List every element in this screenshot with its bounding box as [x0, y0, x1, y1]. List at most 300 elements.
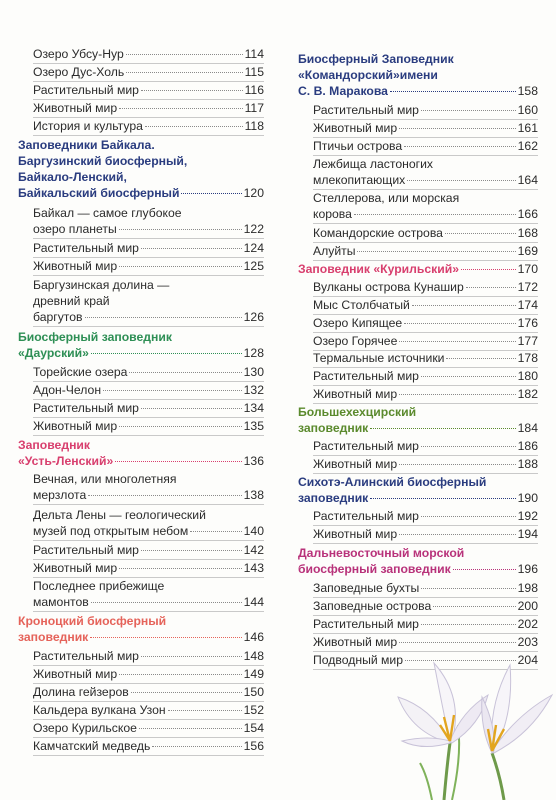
- toc-entry-title: Сихотэ-Алинский биосферный: [298, 475, 487, 489]
- toc-line: [313, 225, 538, 241]
- toc-entry[interactable]: [33, 542, 264, 558]
- entry-divider: [33, 755, 264, 756]
- toc-entry-title: Озеро Дус-Холь: [33, 65, 125, 79]
- toc-entry[interactable]: [313, 350, 538, 366]
- toc-line: [33, 221, 264, 237]
- toc-section-heading[interactable]: [18, 437, 264, 469]
- dot-leader: [119, 568, 242, 569]
- dot-leader: [390, 91, 516, 92]
- toc-line: [18, 137, 264, 153]
- page-number: 138: [243, 488, 264, 502]
- page-number: 152: [243, 703, 264, 717]
- toc-line: [313, 315, 538, 331]
- page-number: 124: [243, 241, 264, 255]
- toc-entry[interactable]: [313, 386, 538, 402]
- toc-entry[interactable]: [313, 456, 538, 472]
- toc-entry-title: Растительный мир: [313, 509, 419, 523]
- dot-leader: [433, 606, 515, 607]
- toc-line: [313, 172, 538, 188]
- toc-entry[interactable]: [33, 648, 264, 664]
- toc-entry-title: Птичьи острова: [313, 139, 403, 153]
- toc-line: [313, 297, 538, 313]
- dot-leader: [141, 408, 242, 409]
- toc-entry-title: «Даурский»: [18, 346, 89, 360]
- toc-entry-title: Озеро Курильское: [33, 721, 137, 735]
- toc-entry[interactable]: [33, 100, 264, 116]
- dot-leader: [88, 495, 241, 496]
- toc-line: [313, 243, 538, 259]
- page-number: 116: [244, 83, 264, 97]
- toc-entry-title: Растительный мир: [33, 649, 139, 663]
- page-number: 204: [517, 653, 538, 667]
- toc-entry-title: мерзлота: [33, 488, 87, 502]
- toc-line: [313, 386, 538, 402]
- toc-section-heading[interactable]: [18, 329, 264, 361]
- toc-entry[interactable]: [33, 666, 264, 682]
- toc-line: [18, 629, 264, 645]
- dot-leader: [119, 229, 242, 230]
- toc-line: [33, 100, 264, 116]
- toc-entry[interactable]: [33, 738, 264, 754]
- page-number: 168: [517, 226, 538, 240]
- dot-leader: [141, 550, 242, 551]
- dot-leader: [141, 656, 242, 657]
- toc-line: [313, 190, 538, 206]
- toc-line: [33, 82, 264, 98]
- dot-leader: [404, 146, 515, 147]
- dot-leader: [412, 305, 516, 306]
- dot-leader: [168, 710, 242, 711]
- toc-entry[interactable]: [33, 471, 264, 503]
- toc-entry-title: Кальдера вулкана Узон: [33, 703, 166, 717]
- toc-entry[interactable]: [33, 277, 264, 325]
- toc-line: [298, 261, 538, 277]
- toc-line: [18, 185, 264, 201]
- toc-entry[interactable]: [313, 138, 538, 154]
- dot-leader: [190, 531, 241, 532]
- toc-line: [18, 169, 264, 185]
- toc-line: [313, 598, 538, 614]
- dot-leader: [91, 353, 242, 354]
- page-number: 118: [244, 119, 264, 133]
- toc-line: [33, 364, 264, 380]
- page-number: 149: [243, 667, 264, 681]
- toc-line: [33, 578, 264, 594]
- dot-leader: [145, 126, 243, 127]
- toc-entry-title: Растительный мир: [33, 83, 139, 97]
- toc-section-heading[interactable]: [18, 613, 264, 645]
- toc-entry-title: Растительный мир: [313, 369, 419, 383]
- page-number: 143: [243, 561, 264, 575]
- toc-entry-title: Озеро Кипящее: [313, 316, 403, 330]
- toc-line: [33, 702, 264, 718]
- page-number: 170: [517, 262, 538, 276]
- toc-entry-title: Озеро Убсу-Нур: [33, 47, 124, 61]
- toc-line: [18, 437, 264, 453]
- page-number: 200: [517, 599, 538, 613]
- toc-entry-title: мамонтов: [33, 595, 89, 609]
- dot-leader: [85, 317, 242, 318]
- dot-leader: [357, 251, 515, 252]
- page-number: 150: [243, 685, 264, 699]
- toc-line: [313, 368, 538, 384]
- page-number: 134: [243, 401, 264, 415]
- toc-section-heading[interactable]: [18, 137, 264, 201]
- toc-line: [18, 329, 264, 345]
- toc-line: [313, 456, 538, 472]
- page-number: 135: [243, 419, 264, 433]
- toc-entry-title: Растительный мир: [33, 241, 139, 255]
- entry-divider: [33, 435, 264, 436]
- dot-leader: [90, 637, 241, 638]
- entry-divider: [313, 543, 538, 544]
- page-number: 154: [243, 721, 264, 735]
- toc-entry-title: Алуйты: [313, 244, 356, 258]
- toc-entry[interactable]: [33, 382, 264, 398]
- toc-entry[interactable]: [33, 258, 264, 274]
- toc-entry-title: Баргузинский биосферный,: [18, 154, 188, 168]
- dot-leader: [139, 728, 242, 729]
- toc-entry[interactable]: [313, 102, 538, 118]
- toc-entry-title: Биосферный Заповедник: [298, 52, 454, 66]
- toc-line: [313, 508, 538, 524]
- toc-entry[interactable]: [33, 702, 264, 718]
- toc-entry-title: Животный мир: [33, 259, 118, 273]
- toc-line: [313, 120, 538, 136]
- toc-line: [298, 474, 538, 490]
- toc-entry[interactable]: [313, 120, 538, 136]
- dot-leader: [421, 376, 516, 377]
- dot-leader: [119, 266, 242, 267]
- toc-entry[interactable]: [33, 400, 264, 416]
- dot-leader: [466, 287, 516, 288]
- toc-entry[interactable]: [313, 368, 538, 384]
- toc-entry[interactable]: [313, 190, 538, 222]
- toc-entry-title: Командорские острова: [313, 226, 443, 240]
- toc-line: [298, 83, 538, 99]
- toc-line: [33, 738, 264, 754]
- toc-entry-title: Озеро Горячее: [313, 334, 398, 348]
- page-number: 125: [243, 259, 264, 273]
- toc-line: [18, 453, 264, 469]
- toc-entry-title: заповедник: [18, 630, 89, 644]
- dot-leader: [445, 233, 516, 234]
- toc-entry-title: Биосферный заповедник: [18, 330, 172, 344]
- toc-entry[interactable]: [33, 720, 264, 736]
- dot-leader: [115, 461, 241, 462]
- toc-entry[interactable]: [33, 240, 264, 256]
- dot-leader: [91, 602, 242, 603]
- page-number: 178: [517, 351, 538, 365]
- dot-leader: [119, 674, 242, 675]
- toc-line: [298, 67, 538, 83]
- toc-line: [33, 258, 264, 274]
- dot-leader: [399, 128, 516, 129]
- toc-entry-title: Дельта Лены — геологический: [33, 508, 206, 522]
- flower-left: [398, 663, 488, 747]
- toc-entry[interactable]: [313, 333, 538, 349]
- toc-line: [313, 206, 538, 222]
- toc-entry-title: История и культура: [33, 119, 143, 133]
- toc-line: [313, 333, 538, 349]
- toc-line: [33, 471, 264, 487]
- toc-entry-title: Торейские озера: [33, 365, 128, 379]
- dot-leader: [399, 642, 516, 643]
- page-number: 117: [244, 101, 264, 115]
- page-number: 196: [517, 562, 538, 576]
- dot-leader: [103, 390, 242, 391]
- toc-section-heading[interactable]: [298, 474, 538, 506]
- toc-entry-title: баргутов: [33, 310, 83, 324]
- dot-leader: [370, 498, 515, 499]
- toc-entry-title: Вечная, или многолетняя: [33, 472, 177, 486]
- dot-leader: [461, 269, 516, 270]
- page-number: 169: [517, 244, 538, 258]
- dot-leader: [446, 358, 515, 359]
- entry-divider: [33, 238, 264, 239]
- page-number: 203: [517, 635, 538, 649]
- toc-entry[interactable]: [33, 46, 264, 62]
- toc-entry-title: Растительный мир: [313, 103, 419, 117]
- toc-entry-title: Заповедник «Курильский»: [298, 262, 460, 276]
- toc-entry[interactable]: [313, 315, 538, 331]
- page-number: 194: [517, 527, 538, 541]
- toc-entry-title: Растительный мир: [33, 543, 139, 557]
- dot-leader: [399, 341, 515, 342]
- dot-leader: [421, 110, 516, 111]
- toc-entry-title: Заповедные острова: [313, 599, 432, 613]
- dot-leader: [152, 746, 241, 747]
- toc-entry[interactable]: [33, 364, 264, 380]
- toc-entry[interactable]: [313, 598, 538, 614]
- page-number: 184: [517, 421, 538, 435]
- toc-entry[interactable]: [313, 508, 538, 524]
- toc-entry-title: древний край: [33, 294, 110, 308]
- toc-entry[interactable]: [33, 205, 264, 237]
- toc-entry[interactable]: [313, 279, 538, 295]
- toc-line: [313, 138, 538, 154]
- toc-line: [33, 648, 264, 664]
- page-number: 132: [243, 383, 264, 397]
- page-number: 142: [243, 543, 264, 557]
- toc-entry-title: «Усть-Ленский»: [18, 454, 114, 468]
- toc-line: [33, 240, 264, 256]
- dot-leader: [354, 214, 516, 215]
- toc-entry-title: Термальные источники: [313, 351, 445, 365]
- dot-leader: [421, 446, 516, 447]
- toc-entry-title: Адон-Челон: [33, 383, 102, 397]
- toc-entry-title: биосферный заповедник: [298, 562, 451, 576]
- entry-divider: [33, 504, 264, 505]
- toc-line: [33, 205, 264, 221]
- toc-entry[interactable]: [33, 82, 264, 98]
- toc-section-heading[interactable]: [298, 51, 538, 99]
- toc-entry-title: Лежбища ластоногих: [313, 157, 433, 171]
- entry-divider: [33, 275, 264, 276]
- toc-entry-title: Заповедные бухты: [313, 581, 420, 595]
- toc-entry-title: Мыс Столбчатый: [313, 298, 410, 312]
- toc-entry[interactable]: [313, 580, 538, 596]
- toc-entry-title: Камчатский медведь: [33, 739, 151, 753]
- page-number: 182: [517, 387, 538, 401]
- toc-entry-title: Большехехцирский: [298, 405, 417, 419]
- page-number: 174: [517, 298, 538, 312]
- toc-line: [33, 542, 264, 558]
- toc-section-heading[interactable]: [298, 404, 538, 436]
- toc-line: [33, 720, 264, 736]
- page-number: 136: [243, 454, 264, 468]
- page-number: 177: [517, 334, 538, 348]
- page-number: 146: [243, 630, 264, 644]
- toc-entry[interactable]: [313, 243, 538, 259]
- toc-line: [298, 545, 538, 561]
- toc-entry-title: Вулканы острова Кунашир: [313, 280, 464, 294]
- toc-line: [33, 418, 264, 434]
- toc-entry-title: заповедник: [298, 491, 369, 505]
- crocus-flower-illustration: [392, 645, 556, 800]
- toc-entry-title: Животный мир: [33, 667, 118, 681]
- toc-entry-title: Заповедники Байкала.: [18, 138, 155, 152]
- toc-entry-title: Подводный мир: [313, 653, 403, 667]
- entry-divider: [33, 611, 264, 612]
- toc-line: [33, 309, 264, 325]
- toc-line: [298, 561, 538, 577]
- page-number: 172: [517, 280, 538, 294]
- toc-line: [18, 345, 264, 361]
- page-number: 164: [517, 173, 538, 187]
- toc-line: [33, 666, 264, 682]
- page-number: 190: [517, 491, 538, 505]
- page-number: 130: [243, 365, 264, 379]
- toc-line: [33, 507, 264, 523]
- toc-entry-title: озеро планеты: [33, 222, 117, 236]
- toc-entry-title: заповедник: [298, 421, 369, 435]
- toc-entry[interactable]: [313, 297, 538, 313]
- toc-entry-title: Байкальский биосферный: [18, 186, 180, 200]
- page-number: 188: [517, 457, 538, 471]
- dot-leader: [131, 692, 242, 693]
- toc-line: [298, 420, 538, 436]
- toc-section-heading[interactable]: [298, 261, 538, 277]
- toc-entry[interactable]: [313, 616, 538, 632]
- page-number: 158: [517, 84, 538, 98]
- dot-leader: [421, 588, 515, 589]
- toc-entry[interactable]: [33, 418, 264, 434]
- dot-leader: [119, 426, 242, 427]
- dot-leader: [129, 372, 241, 373]
- page-number: 144: [243, 595, 264, 609]
- toc-entry[interactable]: [33, 684, 264, 700]
- dot-leader: [407, 180, 515, 181]
- page-number: 156: [243, 739, 264, 753]
- page-number: 186: [517, 439, 538, 453]
- toc-entry[interactable]: [33, 507, 264, 539]
- dot-leader: [141, 90, 243, 91]
- toc-line: [33, 487, 264, 503]
- toc-entry-title: Животный мир: [313, 527, 398, 541]
- dot-leader: [126, 54, 243, 55]
- toc-entry-title: Животный мир: [33, 419, 118, 433]
- toc-line: [313, 526, 538, 542]
- toc-line: [18, 613, 264, 629]
- toc-line: [298, 490, 538, 506]
- toc-entry-title: музей под открытым небом: [33, 524, 189, 538]
- toc-entry-title: С. В. Маракова: [298, 84, 388, 98]
- toc-line: [18, 153, 264, 169]
- dot-leader: [181, 193, 241, 194]
- entry-divider: [313, 223, 538, 224]
- toc-entry[interactable]: [33, 64, 264, 80]
- entry-divider: [33, 326, 264, 327]
- page-number: 115: [244, 65, 264, 79]
- toc-entry[interactable]: [313, 225, 538, 241]
- toc-entry-title: млекопитающих: [313, 173, 406, 187]
- page-number: 192: [517, 509, 538, 523]
- flower-right: [482, 665, 552, 753]
- page-number: 166: [517, 207, 538, 221]
- page-number: 162: [517, 139, 538, 153]
- toc-entry[interactable]: [33, 560, 264, 576]
- toc-entry-title: Животный мир: [313, 635, 398, 649]
- toc-line: [33, 46, 264, 62]
- toc-entry-title: Растительный мир: [33, 401, 139, 415]
- toc-entry-title: Растительный мир: [313, 617, 419, 631]
- toc-entry[interactable]: [33, 578, 264, 610]
- toc-entry-title: «Командорский»имени: [298, 68, 438, 82]
- toc-line: [313, 438, 538, 454]
- page-number: 120: [243, 186, 264, 200]
- toc-entry-title: Животный мир: [33, 561, 118, 575]
- toc-entry[interactable]: [313, 526, 538, 542]
- toc-line: [33, 523, 264, 539]
- toc-line: [33, 382, 264, 398]
- toc-line: [313, 279, 538, 295]
- dot-leader: [126, 72, 242, 73]
- toc-line: [313, 156, 538, 172]
- toc-section-heading[interactable]: [298, 545, 538, 577]
- toc-entry[interactable]: [313, 156, 538, 188]
- toc-entry-title: Дальневосточный морской: [298, 546, 465, 560]
- toc-entry-title: Байкало-Ленский,: [18, 170, 127, 184]
- page-number: 114: [244, 47, 264, 61]
- dot-leader: [399, 464, 516, 465]
- page-number: 122: [243, 222, 264, 236]
- toc-line: [33, 560, 264, 576]
- dot-leader: [399, 534, 516, 535]
- dot-leader: [370, 428, 515, 429]
- toc-line: [313, 102, 538, 118]
- toc-entry-title: Кроноцкий биосферный: [18, 614, 167, 628]
- toc-entry-title: Животный мир: [33, 101, 118, 115]
- toc-entry[interactable]: [313, 438, 538, 454]
- page-number: 180: [517, 369, 538, 383]
- page-number: 198: [517, 581, 538, 595]
- toc-line: [313, 580, 538, 596]
- page-number: 202: [517, 617, 538, 631]
- entry-divider: [33, 135, 264, 136]
- toc-entry-title: Байкал — самое глубокое: [33, 206, 182, 220]
- toc-line: [33, 594, 264, 610]
- toc-line: [298, 51, 538, 67]
- dot-leader: [404, 323, 515, 324]
- page-number: 140: [243, 524, 264, 538]
- toc-entry-title: Заповедник: [18, 438, 91, 452]
- toc-entry[interactable]: [33, 118, 264, 134]
- toc-line: [33, 293, 264, 309]
- toc-entry-title: Растительный мир: [313, 439, 419, 453]
- page-number: 148: [243, 649, 264, 663]
- page-number: 128: [243, 346, 264, 360]
